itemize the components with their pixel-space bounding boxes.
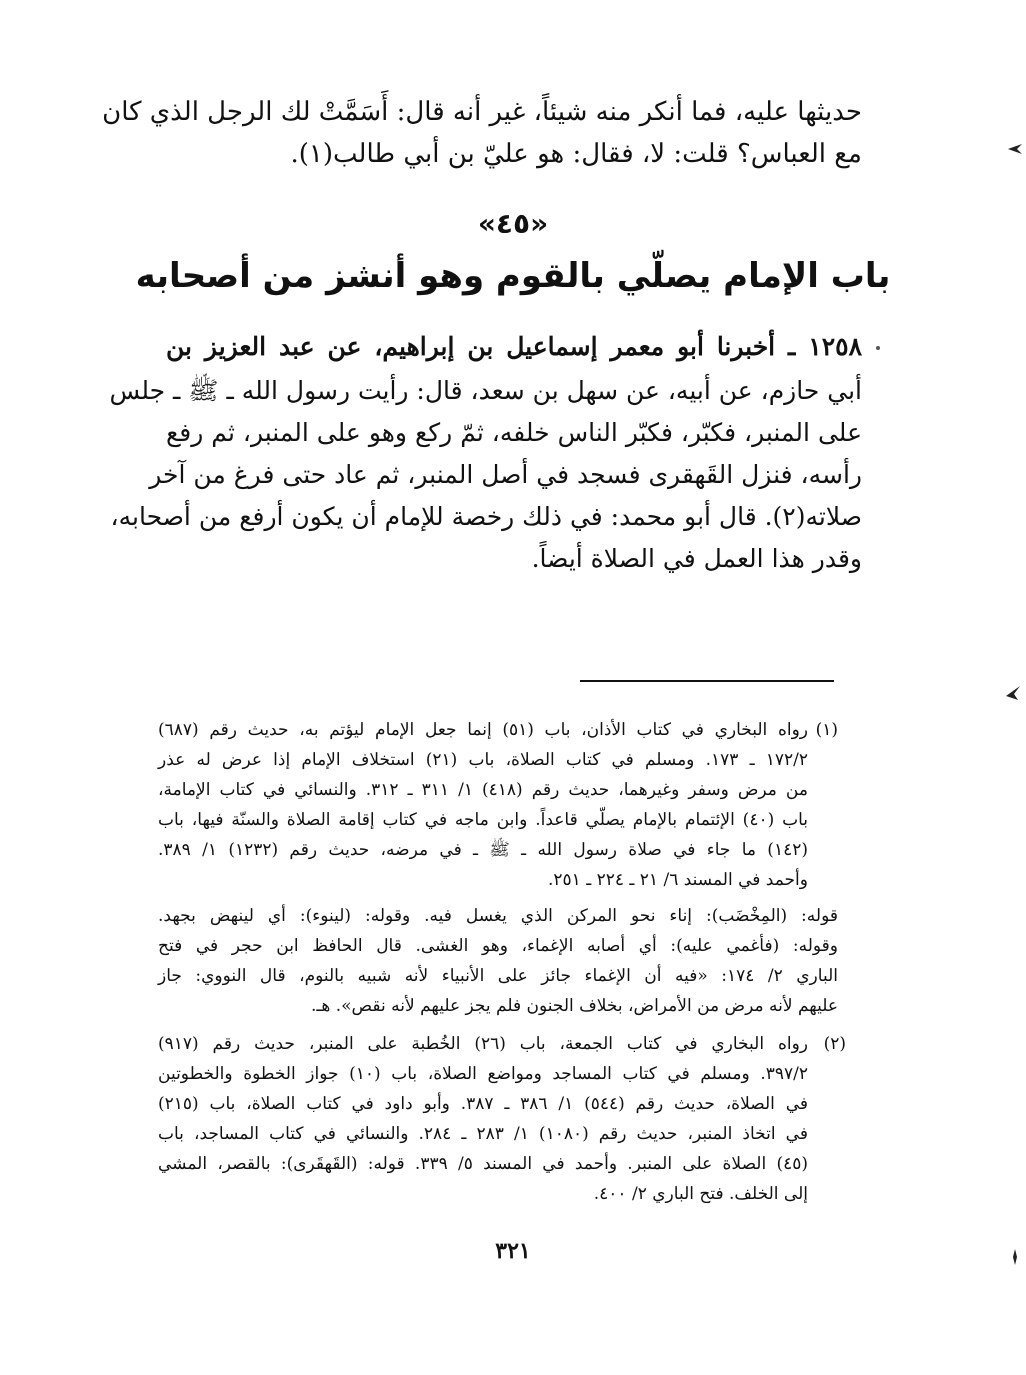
hadith-line: ١٢٥٨ ـ أخبرنا أبو معمر إسماعيل بن إبراهيم، عن عبد العزيز بن [166,332,862,361]
footnote-line: في الصلاة، حديث رقم (٥٤٤) ١/ ٣٨٦ ـ ٣٨٧. وأبو داود في كتاب الصلاة، باب (٢١٥) [158,1094,808,1114]
hadith-line: صلاته(٢). قال أبو محمد: في ذلك رخصة للإمام أن يكون أرفع من أصحابه، [110,502,862,531]
footnote-line: قوله: (المِخْضَب): إناء نحو المركن الذي يغسل فيه. وقوله: (لينوء): أي لينهض بجهد. [158,906,838,926]
hadith-line: رأسه، فنزل القَهقرى فسجد في أصل المنبر، ثم عاد حتى فرغ من آخر [149,460,862,489]
footnote-line: رواه البخاري في كتاب الجمعة، باب (٢٦) الخُطبة على المنبر، حديث رقم (٩١٧) [158,1034,808,1054]
intro-line: مع العباس؟ قلت: لا، فقال: هو عليّ بن أبي طالب(١). [290,139,862,169]
footnote-line: إلى الخلف. فتح الباري ٢/ ٤٠٠. [593,1184,808,1204]
footnote-line: ٣٩٧/٢. ومسلم في كتاب المساجد ومواضع الصلاة، باب (١٠) جواز الخطوة والخطوتين [158,1064,808,1084]
footnote-number: (٢) [823,1034,846,1054]
footnote-line: ١٧٢/٢ ـ ١٧٣. ومسلم في كتاب الصلاة، باب (٢١) استخلاف الإمام إذا عرض له عذر [158,750,808,770]
footnote-line: وأحمد في المسند ٦/ ٢١ ـ ٢٢٤ ـ ٢٥١. [547,870,808,890]
scan-mark [1006,1248,1024,1266]
footnote-line: باب (٤٠) الإئتمام بالإمام يصلّي قاعداً. وابن ماجه في كتاب إقامة الصلاة والسنّة فيها، باب [158,810,808,830]
footnote-divider [580,680,834,682]
chapter-title: باب الإمام يصلّي بالقوم وهو أنشز من أصحابه [135,256,891,296]
chapter-number: «٤٥» [477,207,549,240]
footnote-number: (١) [815,720,838,740]
footnote-line: الباري ٢/ ١٧٤: «فيه أن الإغماء جائز على الأنبياء لأنه شبيه بالنوم، قال النووي: جاز [158,966,838,986]
footnote-line: (٤٥) الصلاة على المنبر. وأحمد في المسند ٥/ ٣٣٩. قوله: (القَهقَرى): بالقصر، المشي [158,1154,808,1174]
footnote-line: عليهم لأنه مرض من الأمراض، بخلاف الجنون فلم يجز عليهم لأنه نقص». هـ. [311,996,838,1016]
scan-mark [1006,140,1024,158]
hadith-line: أبي حازم، عن أبيه، عن سهل بن سعد، قال: رأيت رسول الله ـ ﷺ ـ جلس [109,376,862,405]
intro-line: حديثها عليه، فما أنكر منه شيئاً، غير أنه قال: أَسَمَّتْ لك الرجل الذي كان [102,97,862,127]
page-number: ٣٢١ [495,1238,531,1264]
footnote-line: في اتخاذ المنبر، حديث رقم (١٠٨٠) ١/ ٢٨٣ ـ ٢٨٤. والنسائي في كتاب المساجد، باب [158,1124,808,1144]
scan-mark [874,344,882,352]
footnote-line: وقوله: (فأغمي عليه): أي أصابه الإغماء، وهو الغشى. قال الحافظ ابن حجر في فتح [158,936,838,956]
footnote-line: من مرض وسفر وغيرهما، حديث رقم (٤١٨) ١/ ٣١١ ـ ٣١٢. والنسائي في كتاب الإمامة، [158,780,808,800]
hadith-line: على المنبر، فكبّر، فكبّر الناس خلفه، ثمّ ركع وهو على المنبر، ثم رفع [166,418,862,447]
footnote-line: رواه البخاري في كتاب الأذان، باب (٥١) إنما جعل الإمام ليؤتم به، حديث رقم (٦٨٧) [158,720,808,740]
footnote-line: (١٤٢) ما جاء في صلاة رسول الله ـ ﷺ ـ في مرضه، حديث رقم (١٢٣٢) ١/ ٣٨٩. [158,840,808,860]
scan-mark [1004,684,1022,702]
hadith-line: وقدر هذا العمل في الصلاة أيضاً. [531,544,862,573]
